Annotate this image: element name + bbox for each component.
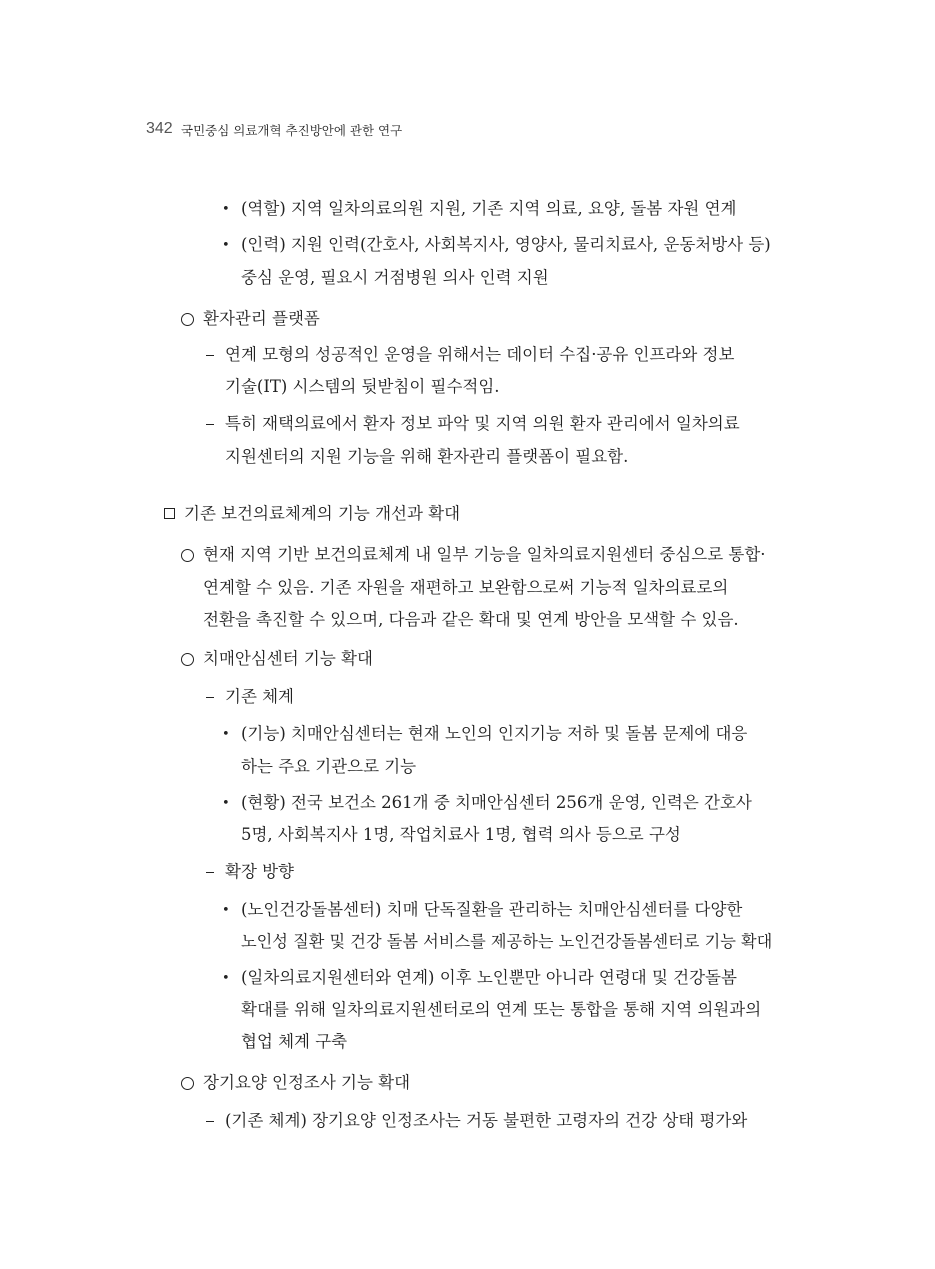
body-line: (인력) 지원 인력(간호사, 사회복지사, 영양사, 물리치료사, 운동처방사 등) [241, 235, 771, 254]
circle-marker [181, 1077, 194, 1090]
subheading: 장기요양 인정조사 기능 확대 [203, 1073, 411, 1092]
body-line: (기능) 치매안심센터는 현재 노인의 인지기능 저하 및 돌봄 문제에 대응 [241, 724, 748, 743]
bullet-marker: • [222, 971, 230, 986]
bullet-marker: • [222, 796, 230, 811]
body-line: (일차의료지원센터와 연계) 이후 노인뿐만 아니라 연령대 및 건강돌봄 [241, 968, 737, 987]
dash-marker [206, 424, 214, 425]
body-line: 연계할 수 있음. 기존 자원을 재편하고 보완함으로써 기능적 일차의료로의 [203, 578, 729, 597]
body-line: 확대를 위해 일차의료지원센터로의 연계 또는 통합을 통해 지역 의원과의 [241, 1000, 762, 1019]
section-heading: 기존 보건의료체계의 기능 개선과 확대 [184, 504, 461, 523]
body-line: (현황) 전국 보건소 261개 중 치매안심센터 256개 운영, 인력은 간호사 [241, 793, 752, 812]
square-marker [164, 508, 175, 519]
body-line: 노인성 질환 및 건강 돌봄 서비스를 제공하는 노인건강돌봄센터로 기능 확대 [241, 932, 773, 951]
dash-marker [206, 355, 214, 356]
bullet-marker: • [222, 903, 230, 918]
dash-marker [206, 872, 214, 873]
page-number: 342 [146, 120, 173, 137]
body-line: (노인건강돌봄센터) 치매 단독질환을 관리하는 치매안심센터를 다양한 [241, 900, 743, 919]
circle-marker [181, 313, 194, 326]
bullet-marker: • [222, 238, 230, 253]
body-line: (기존 체계) 장기요양 인정조사는 거동 불편한 고령자의 건강 상태 평가와 [225, 1111, 748, 1130]
subheading: 환자관리 플랫폼 [203, 309, 320, 328]
body-line: 연계 모형의 성공적인 운영을 위해서는 데이터 수집·공유 인프라와 정보 [225, 345, 735, 364]
body-line: 현재 지역 기반 보건의료체계 내 일부 기능을 일차의료지원센터 중심으로 통합· [203, 545, 766, 564]
body-line: 협업 체계 구축 [241, 1032, 348, 1051]
body-line: 5명, 사회복지사 1명, 작업치료사 1명, 협력 의사 등으로 구성 [241, 825, 681, 844]
bullet-marker: • [222, 202, 230, 217]
running-title: 국민중심 의료개혁 추진방안에 관한 연구 [181, 123, 403, 138]
dash-marker [206, 697, 214, 698]
body-line: (역할) 지역 일차의료의원 지원, 기존 지역 의료, 요양, 돌봄 자원 연계 [241, 199, 737, 218]
body-line: 중심 운영, 필요시 거점병원 의사 인력 지원 [241, 268, 549, 287]
dash-marker [206, 1121, 214, 1122]
body-line: 기술(IT) 시스템의 뒷받침이 필수적임. [225, 377, 500, 396]
body-line: 지원센터의 지원 기능을 위해 환자관리 플랫폼이 필요함. [225, 447, 629, 466]
sub-subheading: 확장 방향 [225, 862, 295, 881]
subheading: 치매안심센터 기능 확대 [203, 649, 373, 668]
circle-marker [181, 549, 194, 562]
body-line: 특히 재택의료에서 환자 정보 파악 및 지역 의원 환자 관리에서 일차의료 [225, 414, 740, 433]
body-line: 전환을 촉진할 수 있으며, 다음과 같은 확대 및 연계 방안을 모색할 수 있음. [203, 610, 739, 629]
bullet-marker: • [222, 727, 230, 742]
body-line: 하는 주요 기관으로 기능 [241, 757, 417, 776]
circle-marker [181, 653, 194, 666]
sub-subheading: 기존 체계 [225, 687, 295, 706]
